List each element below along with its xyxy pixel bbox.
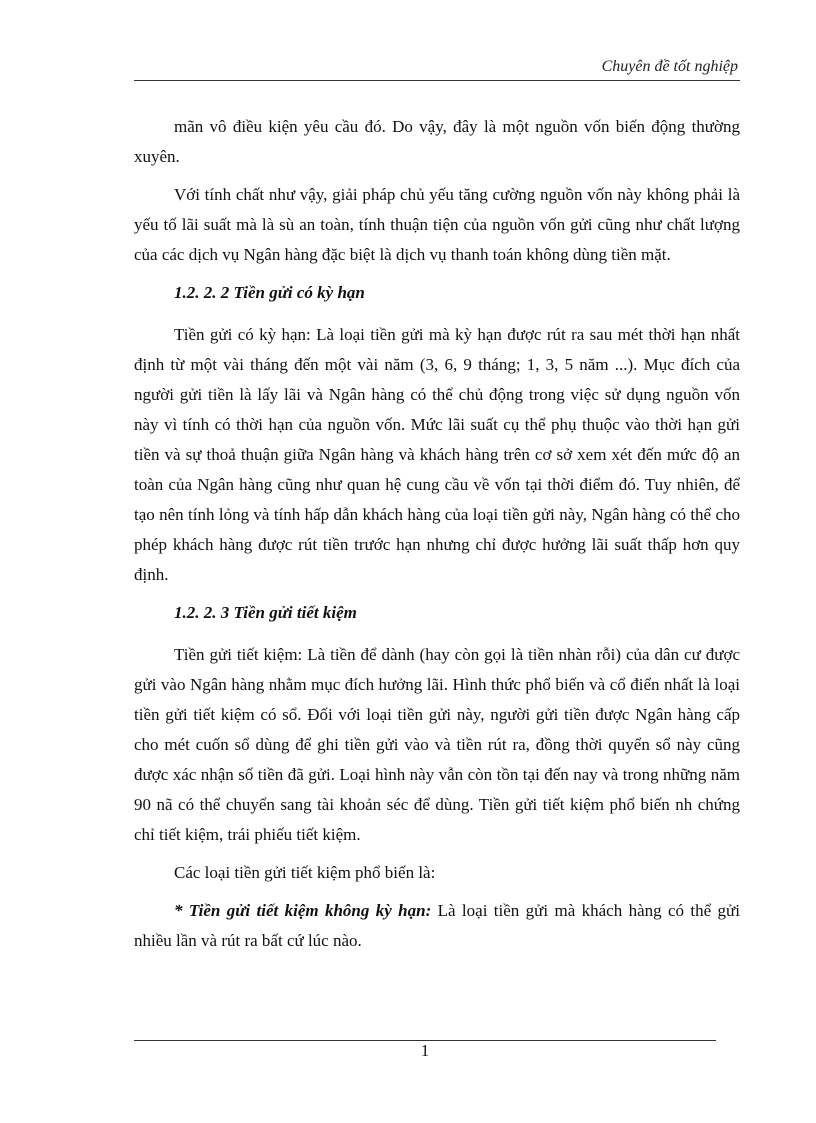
paragraph-savings-types-intro: Các loại tiền gửi tiết kiệm phổ biến là:	[174, 863, 436, 882]
page-body	[134, 112, 740, 964]
section-heading-savings-deposit: 1.2. 2. 3 Tiền gửi tiết kiệm	[174, 603, 357, 622]
paragraph-demand-savings	[134, 896, 740, 956]
paragraph-term-deposit: Tiền gửi có kỳ hạn: Là loại tiền gửi mà kỳ hạn được rút ra sau mét thời hạn nhất định từ một vài tháng đến một vài năm (3, 6, 9 tháng; 1, 3, 5 năm ...). Mục đích của người gửi tiền là lấy lãi và Ngân hàng có thể chủ động trong việc sử dụng nguồn vốn này vì tính có thời hạn của nguồn vốn. Mức lãi suất cụ thể phụ thuộc vào thời hạn gửi tiền và sự thoả thuận giữa Ngân hàng và khách hàng trên cơ sở xem xét đến mức độ an toàn của Ngân hàng cũng như quan hệ cung cầu về vốn tại thời điểm đó. Tuy nhiên, để tạo nên tính lỏng và tính hấp dẫn khách hàng của loại tiền gửi này, Ngân hàng có thể cho phép khách hàng được rút tiền trước hạn nhưng chỉ được hưởng lãi suất thấp hơn quy định.	[134, 325, 740, 584]
paragraph-savings-deposit: Tiền gửi tiết kiệm: Là tiền để dành (hay còn gọi là tiền nhàn rỗi) của dân cư được gửi vào Ngân hàng nhằm mục đích hưởng lãi. Hình thức phổ biến và cổ điển nhất là loại tiền gửi tiết kiệm có sổ. Đối với loại tiền gửi này, người gửi tiền được Ngân hàng cấp cho mét cuốn sổ dùng để ghi tiền gửi vào và tiền rút ra, đồng thời quyển sổ này cũng được xác nhận số tiền đã gửi. Loại hình này vẫn còn tồn tại đến nay và trong những năm 90 nã có thể chuyển sang tài khoản séc để dùng. Tiền gửi tiết kiệm phổ biến nh chứng chỉ tiết kiệm, trái phiếu tiết kiệm.	[134, 645, 740, 844]
header-rule	[134, 80, 740, 81]
demand-savings-text: Là loại tiền gửi mà khách hàng có thể gửi nhiều lần và rút ra bất cứ lúc nào.	[134, 901, 740, 950]
running-header-title: Chuyên đề tốt nghiệp	[601, 58, 738, 75]
section-heading-term-deposit: 1.2. 2. 2 Tiền gửi có kỳ hạn	[174, 283, 365, 302]
paragraph-solution: Với tính chất như vậy, giải pháp chủ yếu tăng cường nguồn vốn này không phải là yếu tố lãi suất mà là sù an toàn, tính thuận tiện của nguồn vốn gửi cũng như chất lượng của các dịch vụ Ngân hàng đặc biệt là dịch vụ thanh toán không dùng tiền mặt.	[134, 185, 740, 264]
demand-savings-label: * Tiền gửi tiết kiệm không kỳ hạn:	[174, 901, 432, 920]
page-number: 1	[420, 1041, 430, 1060]
paragraph-continuation: mãn vô điều kiện yêu cầu đó. Do vậy, đây là một nguồn vốn biến động thường xuyên.	[134, 117, 740, 166]
